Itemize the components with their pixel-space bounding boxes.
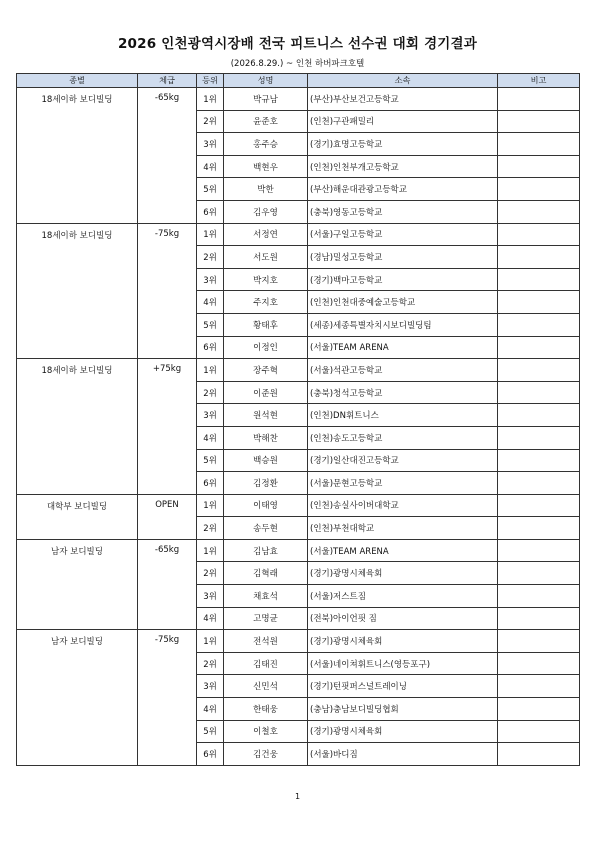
results-body (17, 88, 580, 766)
remarks-cell (498, 291, 580, 314)
rank-cell: 3위 (197, 404, 224, 427)
affiliation-cell: (인천)구관패밀리 (308, 110, 498, 133)
affiliation-cell: (전북)아이언핏 짐 (308, 607, 498, 630)
table-row (17, 88, 580, 111)
name-cell: 김정환 (224, 472, 308, 495)
remarks-cell (498, 472, 580, 495)
rank-cell: 4위 (197, 155, 224, 178)
affiliation-cell: (경기)광명시체육회 (308, 562, 498, 585)
name-cell: 황태후 (224, 313, 308, 336)
rank-cell: 3위 (197, 268, 224, 291)
affiliation-cell: (경남)밀성고등학교 (308, 246, 498, 269)
table-row (17, 359, 580, 382)
rank-cell: 2위 (197, 110, 224, 133)
name-cell: 이태영 (224, 494, 308, 517)
affiliation-cell: (인천)송도고등학교 (308, 426, 498, 449)
rank-cell: 4위 (197, 607, 224, 630)
name-cell: 송두현 (224, 517, 308, 540)
name-cell: 홍주승 (224, 133, 308, 156)
remarks-cell (498, 585, 580, 608)
affiliation-cell: (서울)문현고등학교 (308, 472, 498, 495)
affiliation-cell: (충남)충남보디빌딩협회 (308, 698, 498, 721)
rank-cell: 5위 (197, 178, 224, 201)
affiliation-cell: (경기)백마고등학교 (308, 268, 498, 291)
affiliation-cell: (서울)TEAM ARENA (308, 336, 498, 359)
name-cell: 원석현 (224, 404, 308, 427)
rank-cell: 5위 (197, 720, 224, 743)
affiliation-cell: (서울)석관고등학교 (308, 359, 498, 382)
remarks-cell (498, 200, 580, 223)
rank-cell: 4위 (197, 426, 224, 449)
event-date-venue: (2026.8.29.) ~ 인천 하버파크호텔 (230, 59, 365, 69)
affiliation-cell: (서울)구일고등학교 (308, 223, 498, 246)
remarks-cell (498, 359, 580, 382)
affiliation-cell: (부산)부산보건고등학교 (308, 88, 498, 111)
table-row (17, 223, 580, 246)
remarks-cell (498, 494, 580, 517)
affiliation-cell: (서울)네이쳐휘트니스(영등포구) (308, 652, 498, 675)
affiliation-cell: (부산)해운대관광고등학교 (308, 178, 498, 201)
affiliation-cell: (충북)청석고등학교 (308, 381, 498, 404)
table-row (17, 539, 580, 562)
remarks-cell (498, 743, 580, 766)
remarks-cell (498, 381, 580, 404)
remarks-cell (498, 223, 580, 246)
remarks-cell (498, 675, 580, 698)
rank-cell: 4위 (197, 291, 224, 314)
col-category-header: 종별 (17, 74, 138, 88)
weight-class-cell: -75kg (138, 223, 197, 359)
rank-cell: 2위 (197, 562, 224, 585)
affiliation-cell: (서울)TEAM ARENA (308, 539, 498, 562)
affiliation-cell: (경기)일산대진고등학교 (308, 449, 498, 472)
rank-cell: 3위 (197, 133, 224, 156)
affiliation-cell: (인천)인천대중예술고등학교 (308, 291, 498, 314)
weight-class-cell: -65kg (138, 88, 197, 224)
remarks-cell (498, 336, 580, 359)
remarks-cell (498, 652, 580, 675)
col-affiliation-header: 소속 (308, 74, 498, 88)
rank-cell: 1위 (197, 494, 224, 517)
rank-cell: 2위 (197, 381, 224, 404)
rank-cell: 6위 (197, 336, 224, 359)
col-rank-header: 등위 (197, 74, 224, 88)
name-cell: 박한 (224, 178, 308, 201)
affiliation-cell: (경기)효명고등학교 (308, 133, 498, 156)
rank-cell: 1위 (197, 630, 224, 653)
affiliation-cell: (경기)광명시체육회 (308, 720, 498, 743)
remarks-cell (498, 246, 580, 269)
rank-cell: 3위 (197, 585, 224, 608)
rank-cell: 1위 (197, 359, 224, 382)
rank-cell: 6위 (197, 472, 224, 495)
col-remarks-header: 비고 (498, 74, 580, 88)
affiliation-cell: (인천)인천부개고등학교 (308, 155, 498, 178)
name-cell: 이정인 (224, 336, 308, 359)
affiliation-cell: (충북)영동고등학교 (308, 200, 498, 223)
category-cell: 남자 보디빌딩 (17, 630, 138, 766)
rank-cell: 4위 (197, 698, 224, 721)
col-name-header: 성명 (224, 74, 308, 88)
name-cell: 김남효 (224, 539, 308, 562)
rank-cell: 2위 (197, 517, 224, 540)
category-cell: 18세이하 보디빌딩 (17, 359, 138, 495)
category-cell: 18세이하 보디빌딩 (17, 223, 138, 359)
name-cell: 채효석 (224, 585, 308, 608)
remarks-cell (498, 155, 580, 178)
remarks-cell (498, 630, 580, 653)
name-cell: 백현우 (224, 155, 308, 178)
name-cell: 김혁래 (224, 562, 308, 585)
rank-cell: 1위 (197, 223, 224, 246)
rank-cell: 2위 (197, 246, 224, 269)
name-cell: 이철호 (224, 720, 308, 743)
name-cell: 김건웅 (224, 743, 308, 766)
name-cell: 전석원 (224, 630, 308, 653)
category-cell: 18세이하 보디빌딩 (17, 88, 138, 224)
rank-cell: 2위 (197, 652, 224, 675)
name-cell: 주지호 (224, 291, 308, 314)
rank-cell: 1위 (197, 88, 224, 111)
affiliation-cell: (인천)부천대학교 (308, 517, 498, 540)
name-cell: 윤준호 (224, 110, 308, 133)
name-cell: 김태진 (224, 652, 308, 675)
name-cell: 백승원 (224, 449, 308, 472)
remarks-cell (498, 698, 580, 721)
remarks-cell (498, 313, 580, 336)
name-cell: 고명균 (224, 607, 308, 630)
page-number: 1 (294, 792, 301, 801)
name-cell: 김우영 (224, 200, 308, 223)
name-cell: 박지호 (224, 268, 308, 291)
remarks-cell (498, 539, 580, 562)
affiliation-cell: (세종)세종특별자치시보디빌딩팀 (308, 313, 498, 336)
remarks-cell (498, 178, 580, 201)
rank-cell: 6위 (197, 743, 224, 766)
remarks-cell (498, 110, 580, 133)
category-cell: 남자 보디빌딩 (17, 539, 138, 629)
affiliation-cell: (인천)DN휘트니스 (308, 404, 498, 427)
remarks-cell (498, 88, 580, 111)
weight-class-cell: -75kg (138, 630, 197, 766)
affiliation-cell: (경기)턴핏퍼스널트레이닝 (308, 675, 498, 698)
affiliation-cell: (인천)송실사이버대학교 (308, 494, 498, 517)
col-weight-header: 체급 (138, 74, 197, 88)
remarks-cell (498, 133, 580, 156)
affiliation-cell: (서울)저스트짐 (308, 585, 498, 608)
remarks-cell (498, 449, 580, 472)
page-title: 2026 인천광역시장배 전국 피트니스 선수권 대회 경기결과 (117, 36, 478, 52)
affiliation-cell: (서울)바디짐 (308, 743, 498, 766)
name-cell: 박규남 (224, 88, 308, 111)
remarks-cell (498, 517, 580, 540)
rank-cell: 5위 (197, 449, 224, 472)
name-cell: 신민석 (224, 675, 308, 698)
header-row (17, 74, 580, 88)
name-cell: 이준원 (224, 381, 308, 404)
rank-cell: 3위 (197, 675, 224, 698)
rank-cell: 5위 (197, 313, 224, 336)
remarks-cell (498, 426, 580, 449)
affiliation-cell: (경기)광명시체육회 (308, 630, 498, 653)
table-row (17, 630, 580, 653)
remarks-cell (498, 607, 580, 630)
rank-cell: 1위 (197, 539, 224, 562)
rank-cell: 6위 (197, 200, 224, 223)
category-cell: 대학부 보디빌딩 (17, 494, 138, 539)
remarks-cell (498, 268, 580, 291)
remarks-cell (498, 404, 580, 427)
remarks-cell (498, 720, 580, 743)
weight-class-cell: +75kg (138, 359, 197, 495)
table-row (17, 494, 580, 517)
results-table (16, 73, 580, 766)
weight-class-cell: OPEN (138, 494, 197, 539)
name-cell: 장주혁 (224, 359, 308, 382)
name-cell: 박해찬 (224, 426, 308, 449)
name-cell: 한태웅 (224, 698, 308, 721)
weight-class-cell: -65kg (138, 539, 197, 629)
name-cell: 서정연 (224, 223, 308, 246)
name-cell: 서도원 (224, 246, 308, 269)
remarks-cell (498, 562, 580, 585)
